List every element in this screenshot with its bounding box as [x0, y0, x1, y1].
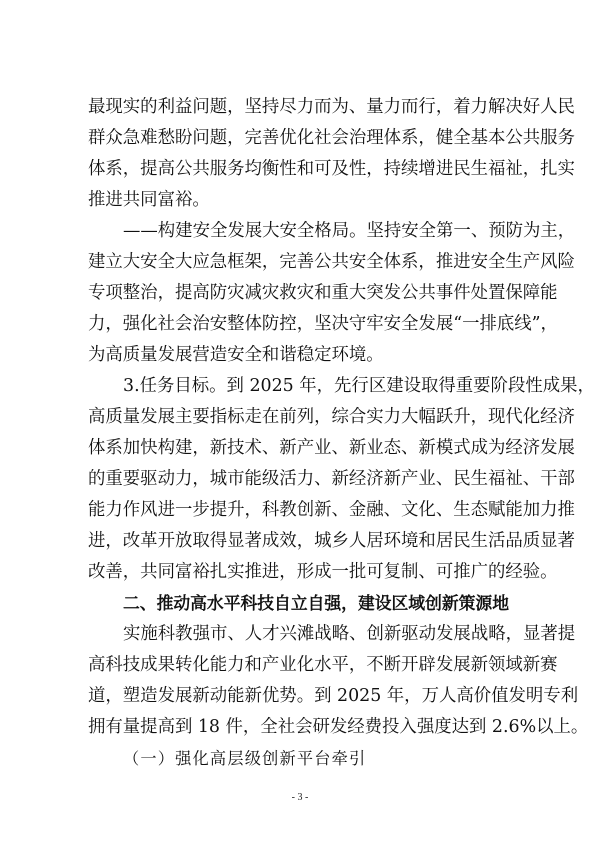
text-line: 高质量发展主要指标走在前列，综合实力大幅跃升，现代化经济: [88, 407, 575, 427]
text-line: 3.任务目标。到 2025 年，先行区建设取得重要阶段性成果，: [123, 376, 595, 396]
text-line: 群众急难愁盼问题，完善优化社会治理体系，健全基本公共服务: [88, 128, 575, 148]
text-line: 建立大安全大应急框架，完善公共安全体系，推进安全生产风险: [88, 252, 575, 272]
text-line: 进，改革开放取得显著成效，城乡人居环境和居民生活品质显著: [88, 531, 575, 551]
text-line: 推进共同富裕。: [88, 190, 210, 210]
section-heading: 二、推动高水平科技自立自强，建设区域创新策源地: [123, 593, 509, 613]
text-line: 能力作风进一步提升，科教创新、金融、文化、生态赋能加力推: [88, 500, 575, 520]
text-line: 力，强化社会治安整体防控，坚决守牢安全发展“一排底线”，: [88, 314, 558, 334]
text-line: 最现实的利益问题，坚持尽力而为、量力而行，着力解决好人民: [88, 97, 575, 117]
page-number: - 3 -: [291, 792, 309, 803]
text-line: 高科技成果转化能力和产业化水平，不断开辟发展新领域新赛: [88, 655, 558, 675]
text-line: 的重要驱动力，城市能级活力、新经济新产业、民生福祉、干部: [88, 469, 575, 489]
text-line: 改善，共同富裕扎实推进，形成一批可复制、可推广的经验。: [88, 562, 558, 582]
text-line: 体系加快构建，新技术、新产业、新业态、新模式成为经济发展: [88, 438, 575, 458]
text-line: 专项整治，提高防灾减灾救灾和重大突发公共事件处置保障能: [88, 283, 558, 303]
text-line: 道，塑造发展新动能新优势。到 2025 年，万人高价值发明专利: [88, 686, 579, 706]
text-line: 为高质量发展营造安全和谐稳定环境。: [88, 345, 384, 365]
text-line: 拥有量提高到 18 件，全社会研发经费投入强度达到 2.6%以上。: [88, 717, 589, 737]
body-text: [88, 92, 595, 774]
text-line: ——构建安全发展大安全格局。坚持安全第一、预防为主，: [123, 221, 576, 241]
text-line: 体系，提高公共服务均衡性和可及性，持续增进民生福祉，扎实: [88, 159, 575, 179]
subsection-heading: （一）强化高层级创新平台牵引: [123, 749, 367, 768]
text-line: 实施科教强市、人才兴滩战略、创新驱动发展战略，显著提: [123, 624, 576, 644]
